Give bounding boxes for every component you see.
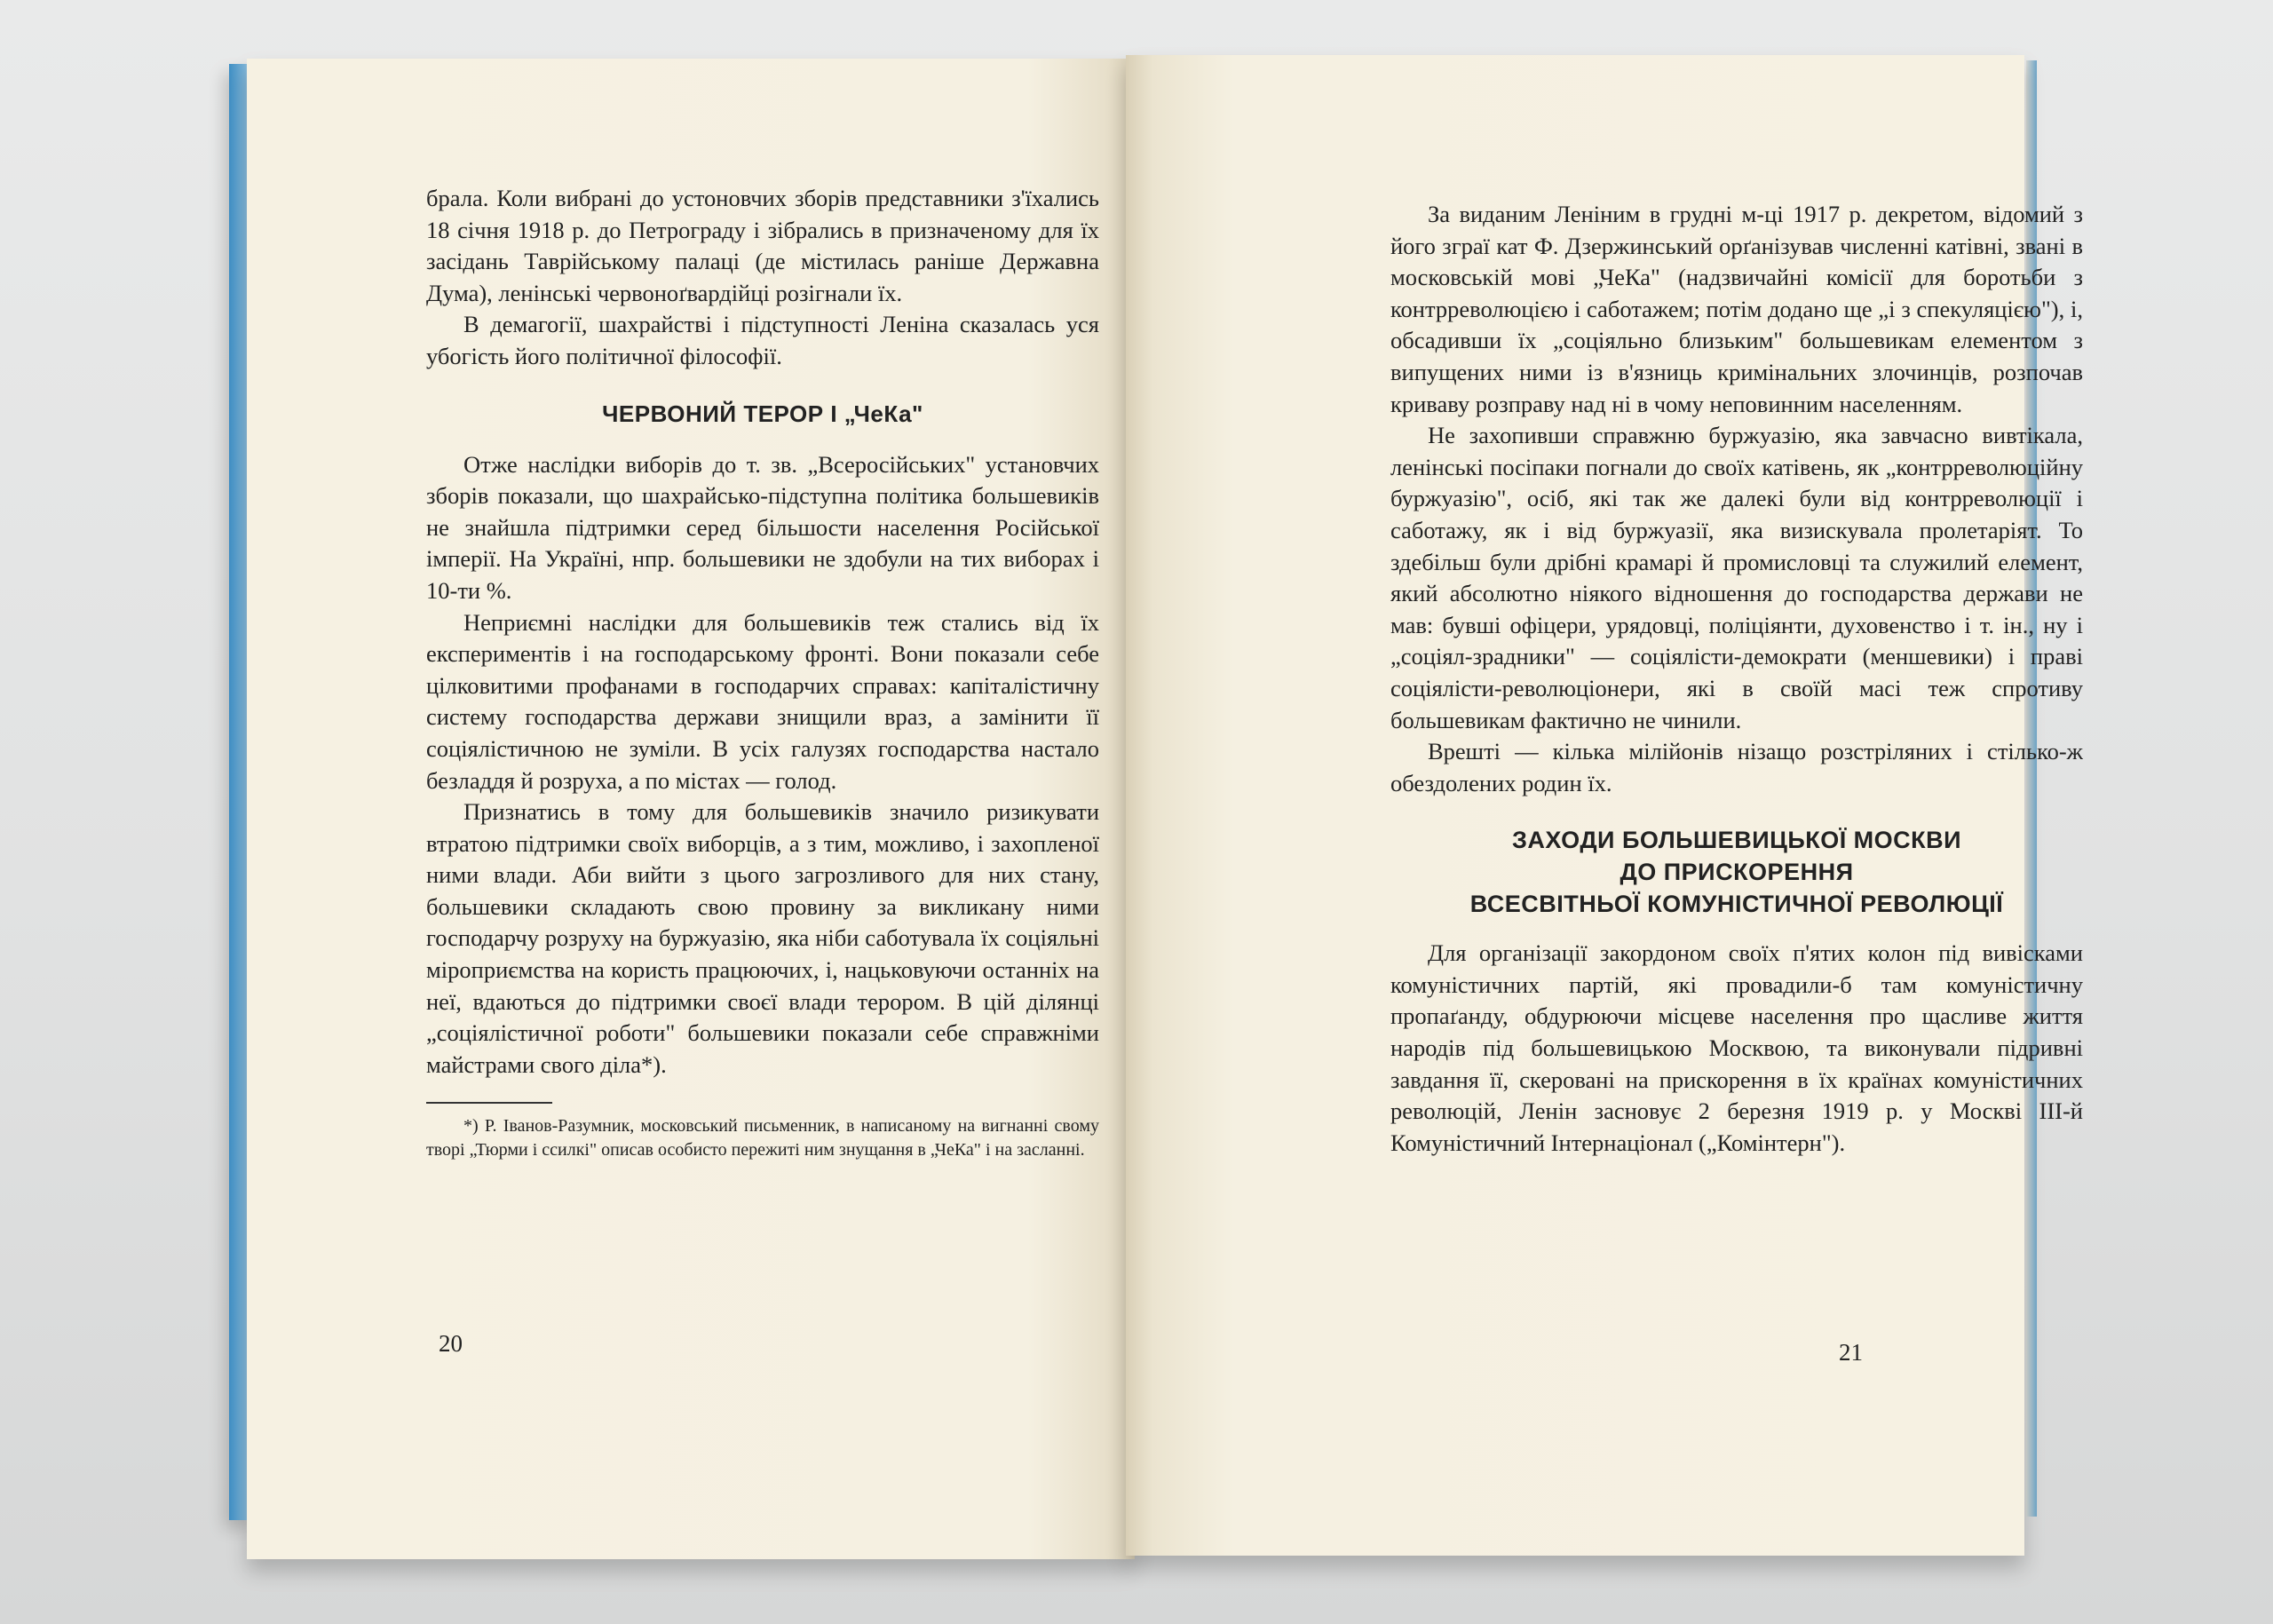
paragraph: В демагогії, шахрайстві і підступності Леніна сказалась уся убогість його політичної філософії. [426,311,1099,369]
paragraph: брала. Коли вибрані до устоновчих зборів представники з'їхались 18 січня 1918 р. до Петрограду і зібрались в призначеному для їх засідань Таврійському палаці (де містилась раніше Державна Дума), ленінські червоноґвардійці розігнали їх. [426,185,1099,306]
paragraph: Врешті — кілька мілійонів нізащо розстріляних і стілько-ж обездолених родин їх. [1390,738,2083,796]
left-page-text [426,183,1099,1162]
section-heading [1390,824,2083,920]
right-page-text [1390,199,2083,1159]
heading-line: ДО ПРИСКОРЕННЯ [1620,859,1854,886]
heading-line: ЗАХОДИ БОЛЬШЕВИЦЬКОЇ МОСКВИ [1511,827,1962,854]
right-page [1126,55,2083,1556]
section-heading: ЧЕРВОНИЙ ТЕРОР І „ЧеКа" [602,400,923,427]
paragraph: Отже наслідки виборів до т. зв. „Всеросійських" установчих зборів показали, що шахрайсько-підступна політика большевиків не знайшла підтримки серед більшости населення Російської імперії. На Україні, нпр. большевики не здобули на тих виборах і 10-ти %. [426,450,1099,604]
paragraph: Для організації закордоном своїх п'ятих колон під вивісками комуністичних партій, які провадили-б там комуністичну пропаґанду, обдурюючи місцеве населення про щасливе життя народів під большевицькою Москвою, та виконували підривні завдання її, скеровані на прискорення в їх країнах комуністичних революцій, Ленін засновує 2 березня 1919 р. у Москві ІІІ-й Комуністичний Інтернаціонал („Комінтерн"). [1390,939,2083,1156]
paragraph: Неприємні наслідки для большевиків теж стались від їх експериментів і на господарському фронті. Вони показали себе цілковитими профанами в господарчих справах: капіталістичну систему господарства держави знищили враз, а замінити її соціялістичною не зуміли. В усіх галузях господарства настало безладдя й розруха, а по містах — голод. [426,608,1099,794]
heading-line: ВСЕСВІТНЬОЇ КОМУНІСТИЧНОЇ РЕВОЛЮЦІЇ [1469,891,2004,918]
footnote-divider [426,1102,552,1104]
open-book [229,51,2083,1561]
footnote: *) Р. Іванов-Разумник, московський письменник, в написаному на вигнанні свому творі „Тюрми і ссилкі" описав особисто пережиті ним знущання в „ЧеКа" і на засланні. [426,1116,1099,1161]
paragraph: Не захопивши справжню буржуазію, яка завчасно вивтікала, ленінські посіпаки погнали до своїх катівень, як „контрреволюційну буржуазію", осіб, які так же далекі були від контрреволюції і саботажу, як і від буржуазії, яка визискувала пролетаріят. То здебільш були дрібні крамарі й промисловці та служилий елемент, який абсолютно ніякого відношення до господарства держави не мав: бувші офіцери, урядовці, поліціянти, духовенство і т. ін., ну і „соціял-зрадники" — соціялісти-демократи (меншевики) і праві соціялісти-революціонери, які в своїй масі теж спротиву большевикам фактично не чинили. [1390,422,2083,733]
page-number: 21 [1839,1339,1863,1366]
left-page [247,59,1135,1559]
paragraph: Признатись в тому для большевиків значило ризикувати втратою підтримки своїх виборців, а з тим, можливо, і захопленої ними влади. Аби вийти з цього загрозливого для них стану, большевики складають свою провину за викликану ними господарчу розруху на буржуазію, яка ніби саботувала їх соціяльні міроприємства на користь працюючих, і, нацьковуючи останніх на неї, вдаються до підтримки своєї влади терором. В цій ділянці „соціялістичної роботи" большевики показали себе справжніми майстрами свого діла*). [426,798,1099,1078]
paragraph: За виданим Леніним в грудні м-ці 1917 р. декретом, відомий з його зграї кат Ф. Дзержинський орґанізував численні катівні, звані в московській мові „ЧеКа" (надзвичайні комісії для боротьби з контрреволюцією і саботажем; потім додано ще „і з спекуляцією"), і, обсадивши їх „соціяльно близьким" большевикам елементом з випущених ними із в'язниць кримінальних злочинців, розпочав криваву розправу над ні в чому неповинним населенням. [1390,201,2083,417]
page-number: 20 [439,1330,463,1357]
